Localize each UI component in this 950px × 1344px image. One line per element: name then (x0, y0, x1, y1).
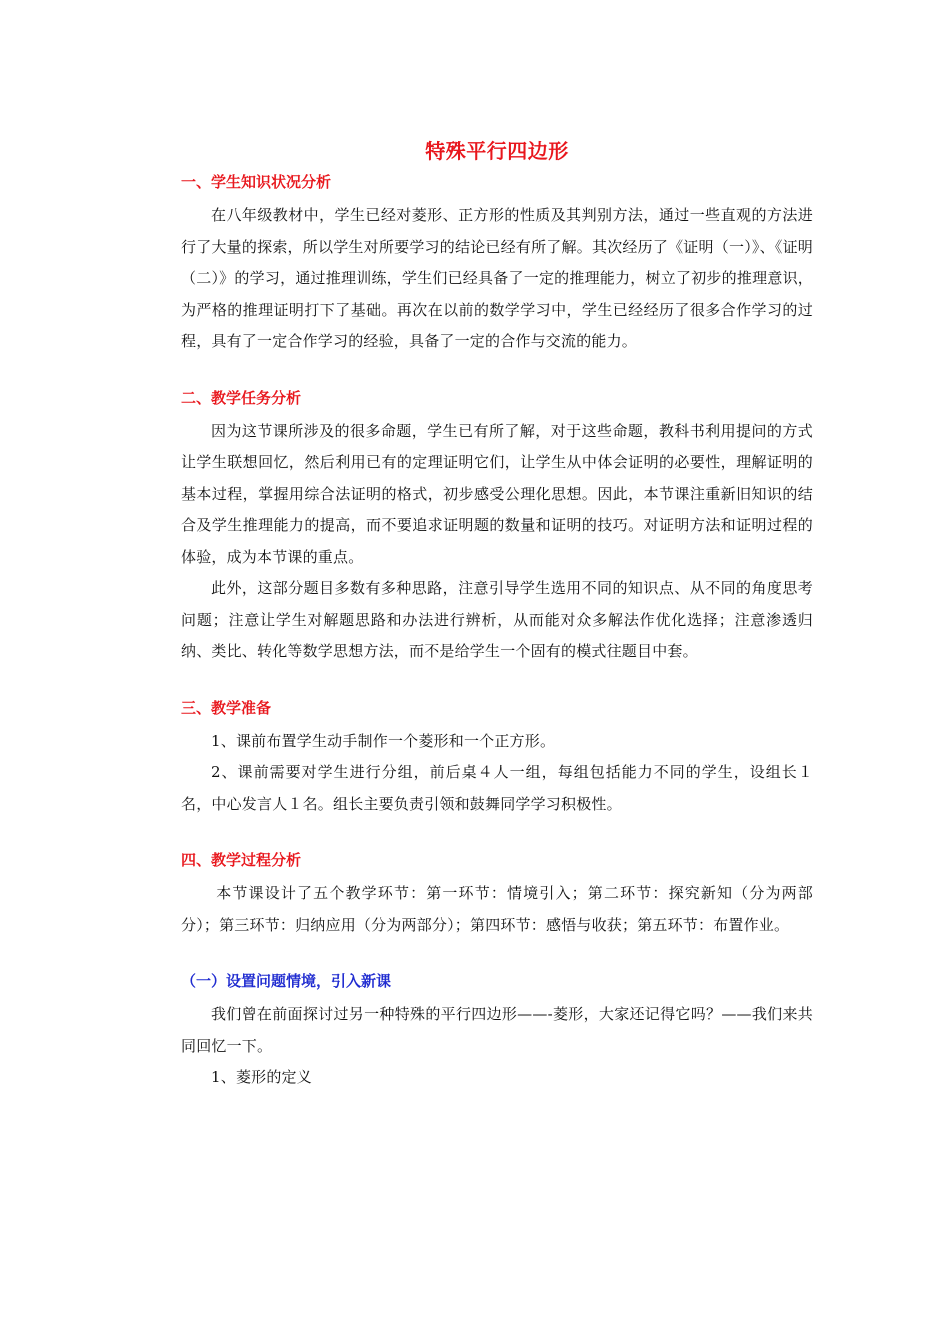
section-heading: 三、教学准备 (181, 698, 272, 717)
section-heading: 二、教学任务分析 (181, 388, 302, 407)
paragraph: 此外，这部分题目多数有多种思路，注意引导学生选用不同的知识点、从不同的角度思考问题；注意让学生对解题思路和办法进行辨析，从而能对众多解法作优化选择；注意渗透归纳、类比、转化等数学思想方法，而不是给学生一个固有的模式往题目中套。 (181, 579, 813, 660)
subsection-problem-situation (181, 969, 813, 1094)
document-page (181, 136, 813, 1094)
document-title: 特殊平行四边形 (425, 139, 569, 163)
section-student-knowledge (181, 170, 813, 358)
paragraph: 1、课前布置学生动手制作一个菱形和一个正方形。 (211, 731, 556, 750)
paragraph: 在八年级教材中，学生已经对菱形、正方形的性质及其判别方法，通过一些直观的方法进行了大量的探索，所以学生对所要学习的结论已经有所了解。其次经历了《证明（一）》、《证明（二）》的学习，通过推理训练，学生们已经具备了一定的推理能力，树立了初步的推理意识，为严格的推理证明打下了基础。再次在以前的数学学习中，学生已经经历了很多合作学习的过程，具有了一定合作学习的经验，具备了一定的合作与交流的能力。 (181, 206, 813, 350)
section-teaching-preparation (181, 696, 813, 821)
paragraph: 因为这节课所涉及的很多命题，学生已有所了解，对于这些命题，教科书利用提问的方式让学生联想回忆，然后利用已有的定理证明它们，让学生从中体会证明的必要性，理解证明的基本过程，掌握用综合法证明的格式，初步感受公理化思想。因此，本节课注重新旧知识的结合及学生推理能力的提高，而不要追求证明题的数量和证明的技巧。对证明方法和证明过程的体验，成为本节课的重点。 (181, 421, 813, 566)
paragraph: 我们曾在前面探讨过另一种特殊的平行四边形——-菱形，大家还记得它吗？——我们来共同回忆一下。 (181, 1005, 813, 1055)
paragraph: 1、菱形的定义 (211, 1068, 312, 1086)
subsection-heading: （一）设置问题情境，引入新课 (181, 972, 392, 990)
section-teaching-process (181, 848, 813, 941)
section-heading: 四、教学过程分析 (181, 851, 302, 869)
section-teaching-task (181, 386, 813, 668)
paragraph: 本节课设计了五个教学环节：第一环节：情境引入；第二环节：探究新知（分为两部分）；第三环节：归纳应用（分为两部分）；第四环节：感悟与收获；第五环节：布置作业。 (181, 884, 813, 934)
paragraph: 2、课前需要对学生进行分组，前后桌４人一组，每组包括能力不同的学生，设组长１名，中心发言人１名。组长主要负责引领和鼓舞同学学习积极性。 (181, 763, 813, 813)
section-heading: 一、学生知识状况分析 (181, 173, 332, 191)
